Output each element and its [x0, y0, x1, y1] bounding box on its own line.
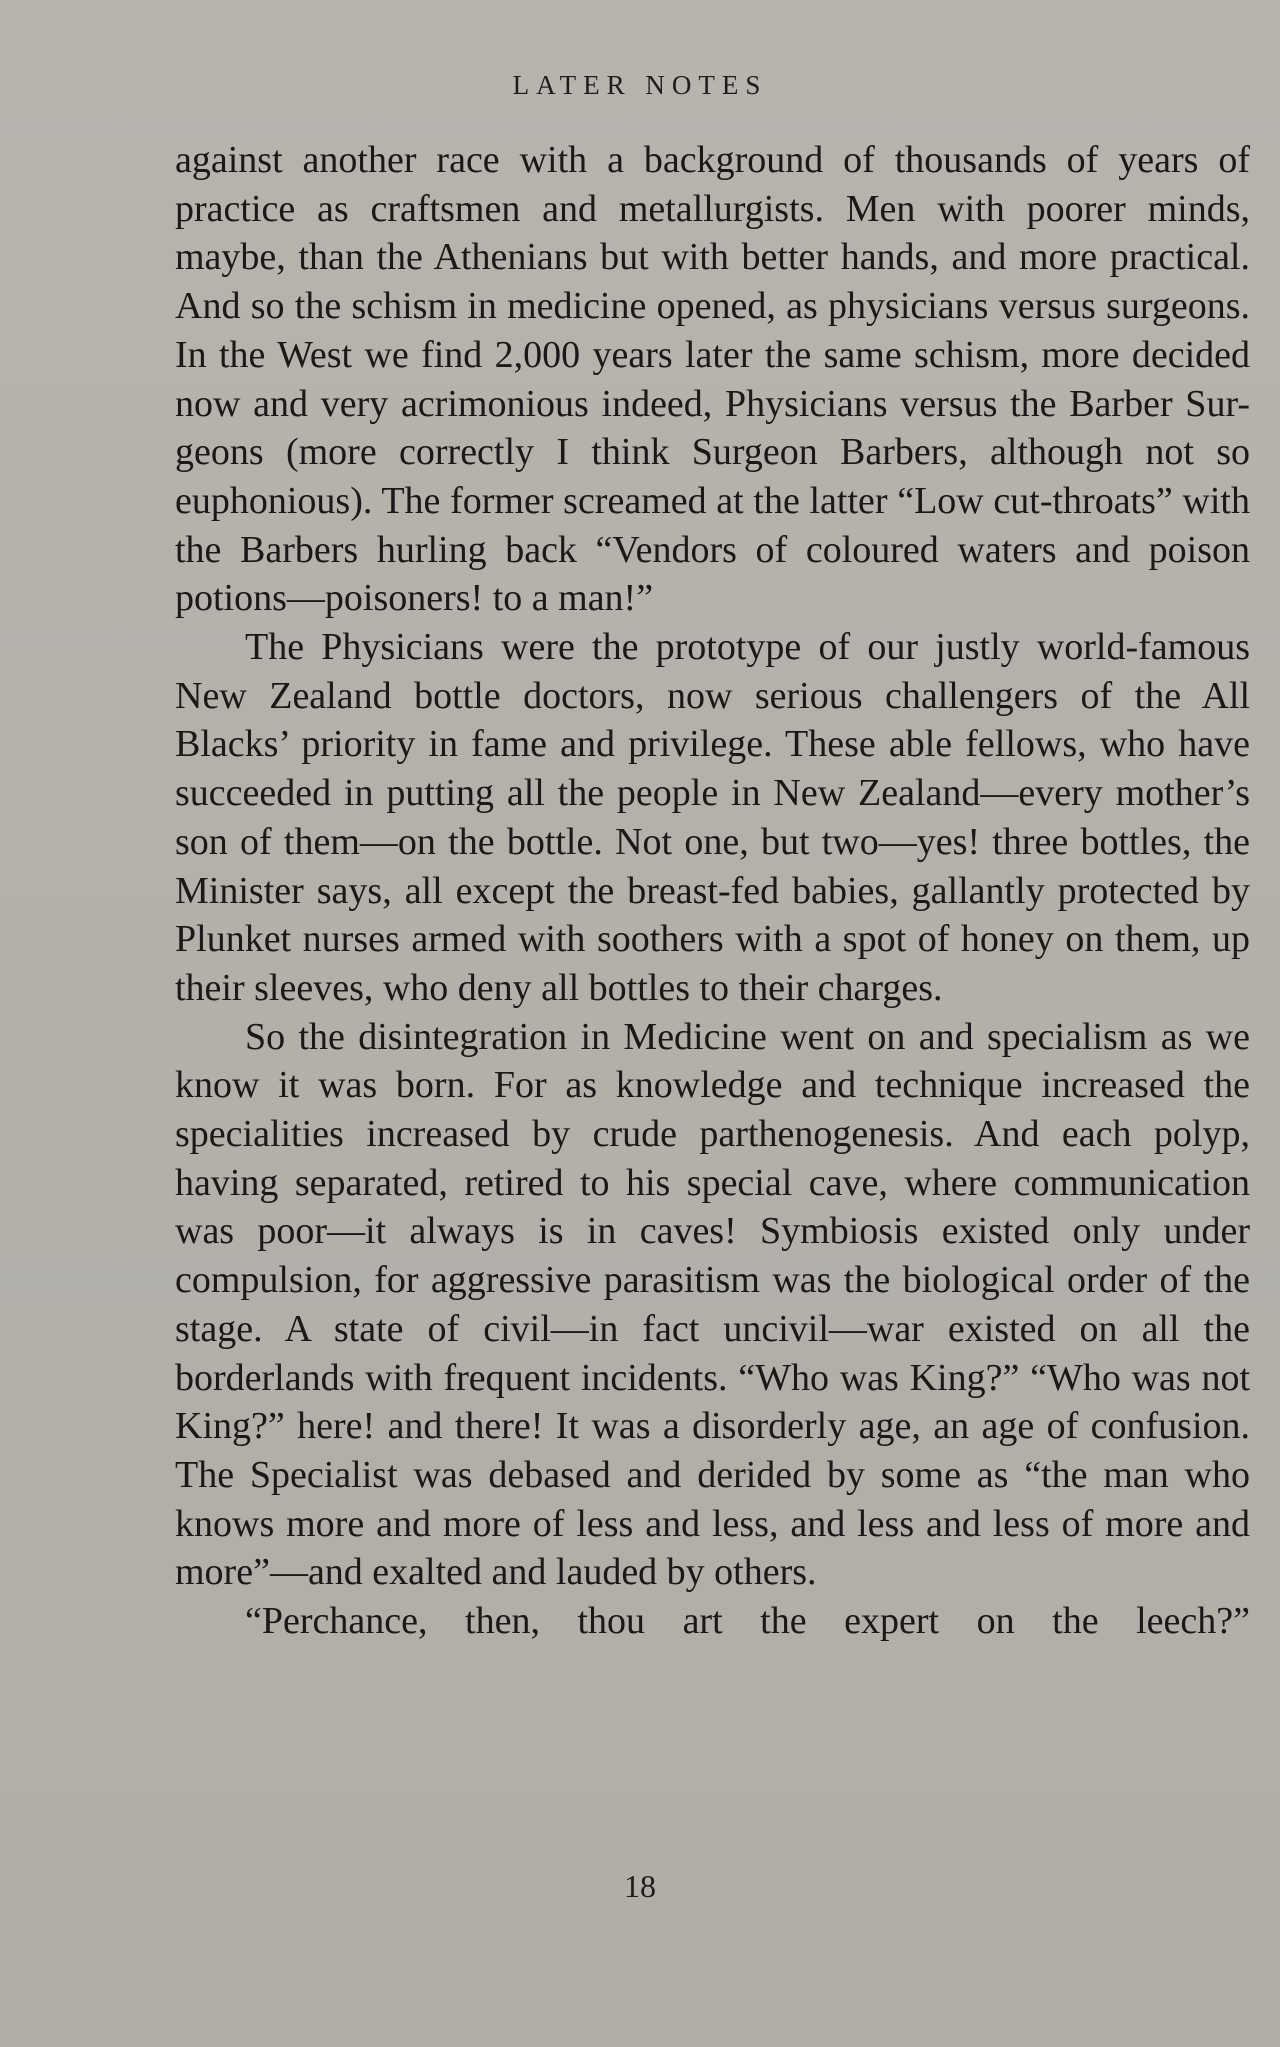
paragraph-4: “Perchance, then, thou art the expert on the leech?” [245, 1600, 1250, 1643]
paragraph-2: The Physicians were the prototype of our justly world-famous New Zealand bottle doctors, now serious challengers of the All Blacks’ priority in fame and privilege. These able fellows, who have succeeded in putting all the people in New Zealand—every mother’s son of them—on the bottle. Not one, but two—yes! three bottles, the Minister says, all except the breast-fed babies, gallantly protected by Plunket nurses armed with soothers with a spot of honey on them, up their sleeves, who deny all bottles to their charges. [175, 626, 1250, 1009]
paragraph-3: So the disintegration in Medicine went on and specialism as we know it was born. For as knowledge and technique increased the specialities increased by crude parthenogenesis. And each polyp, having separated, retired to his special cave, where communication was poor—it always is in caves! Symbiosis existed only under compulsion, for aggressive parasitism was the biological order of the stage. A state of civil—in fact uncivil—war existed on all the borderlands with frequent incidents. “Who was King?” “Who was not King?” here! and there! It was a disorderly age, an age of confusion. The Specialist was debased and derided by some as “the man who knows more and more of less and less, and less and less of more and more”—and exalted and lauded by others. [175, 1015, 1250, 1594]
body-text [175, 136, 1250, 1646]
paragraph-1: against another race with a background of thousands of years of practice as craftsmen and metallurgists. Men with poorer minds, maybe, than the Athenians but with better hands, and more practical. And so the schism in medicine opened, as physicians versus surgeons. In the West we find 2,000 years later the same schism, more decided now and very acrimonious indeed, Physicians versus the Barber Sur-geons (more correctly I think Surgeon Barbers, although not so euphonious). The former screamed at the latter “Low cut-throats” with the Barbers hurling back “Vendors of coloured waters and poison potions—poisoners! to a man!” [175, 139, 1250, 620]
page-number: 18 [624, 1868, 656, 1904]
running-head: LATER NOTES [512, 70, 768, 100]
